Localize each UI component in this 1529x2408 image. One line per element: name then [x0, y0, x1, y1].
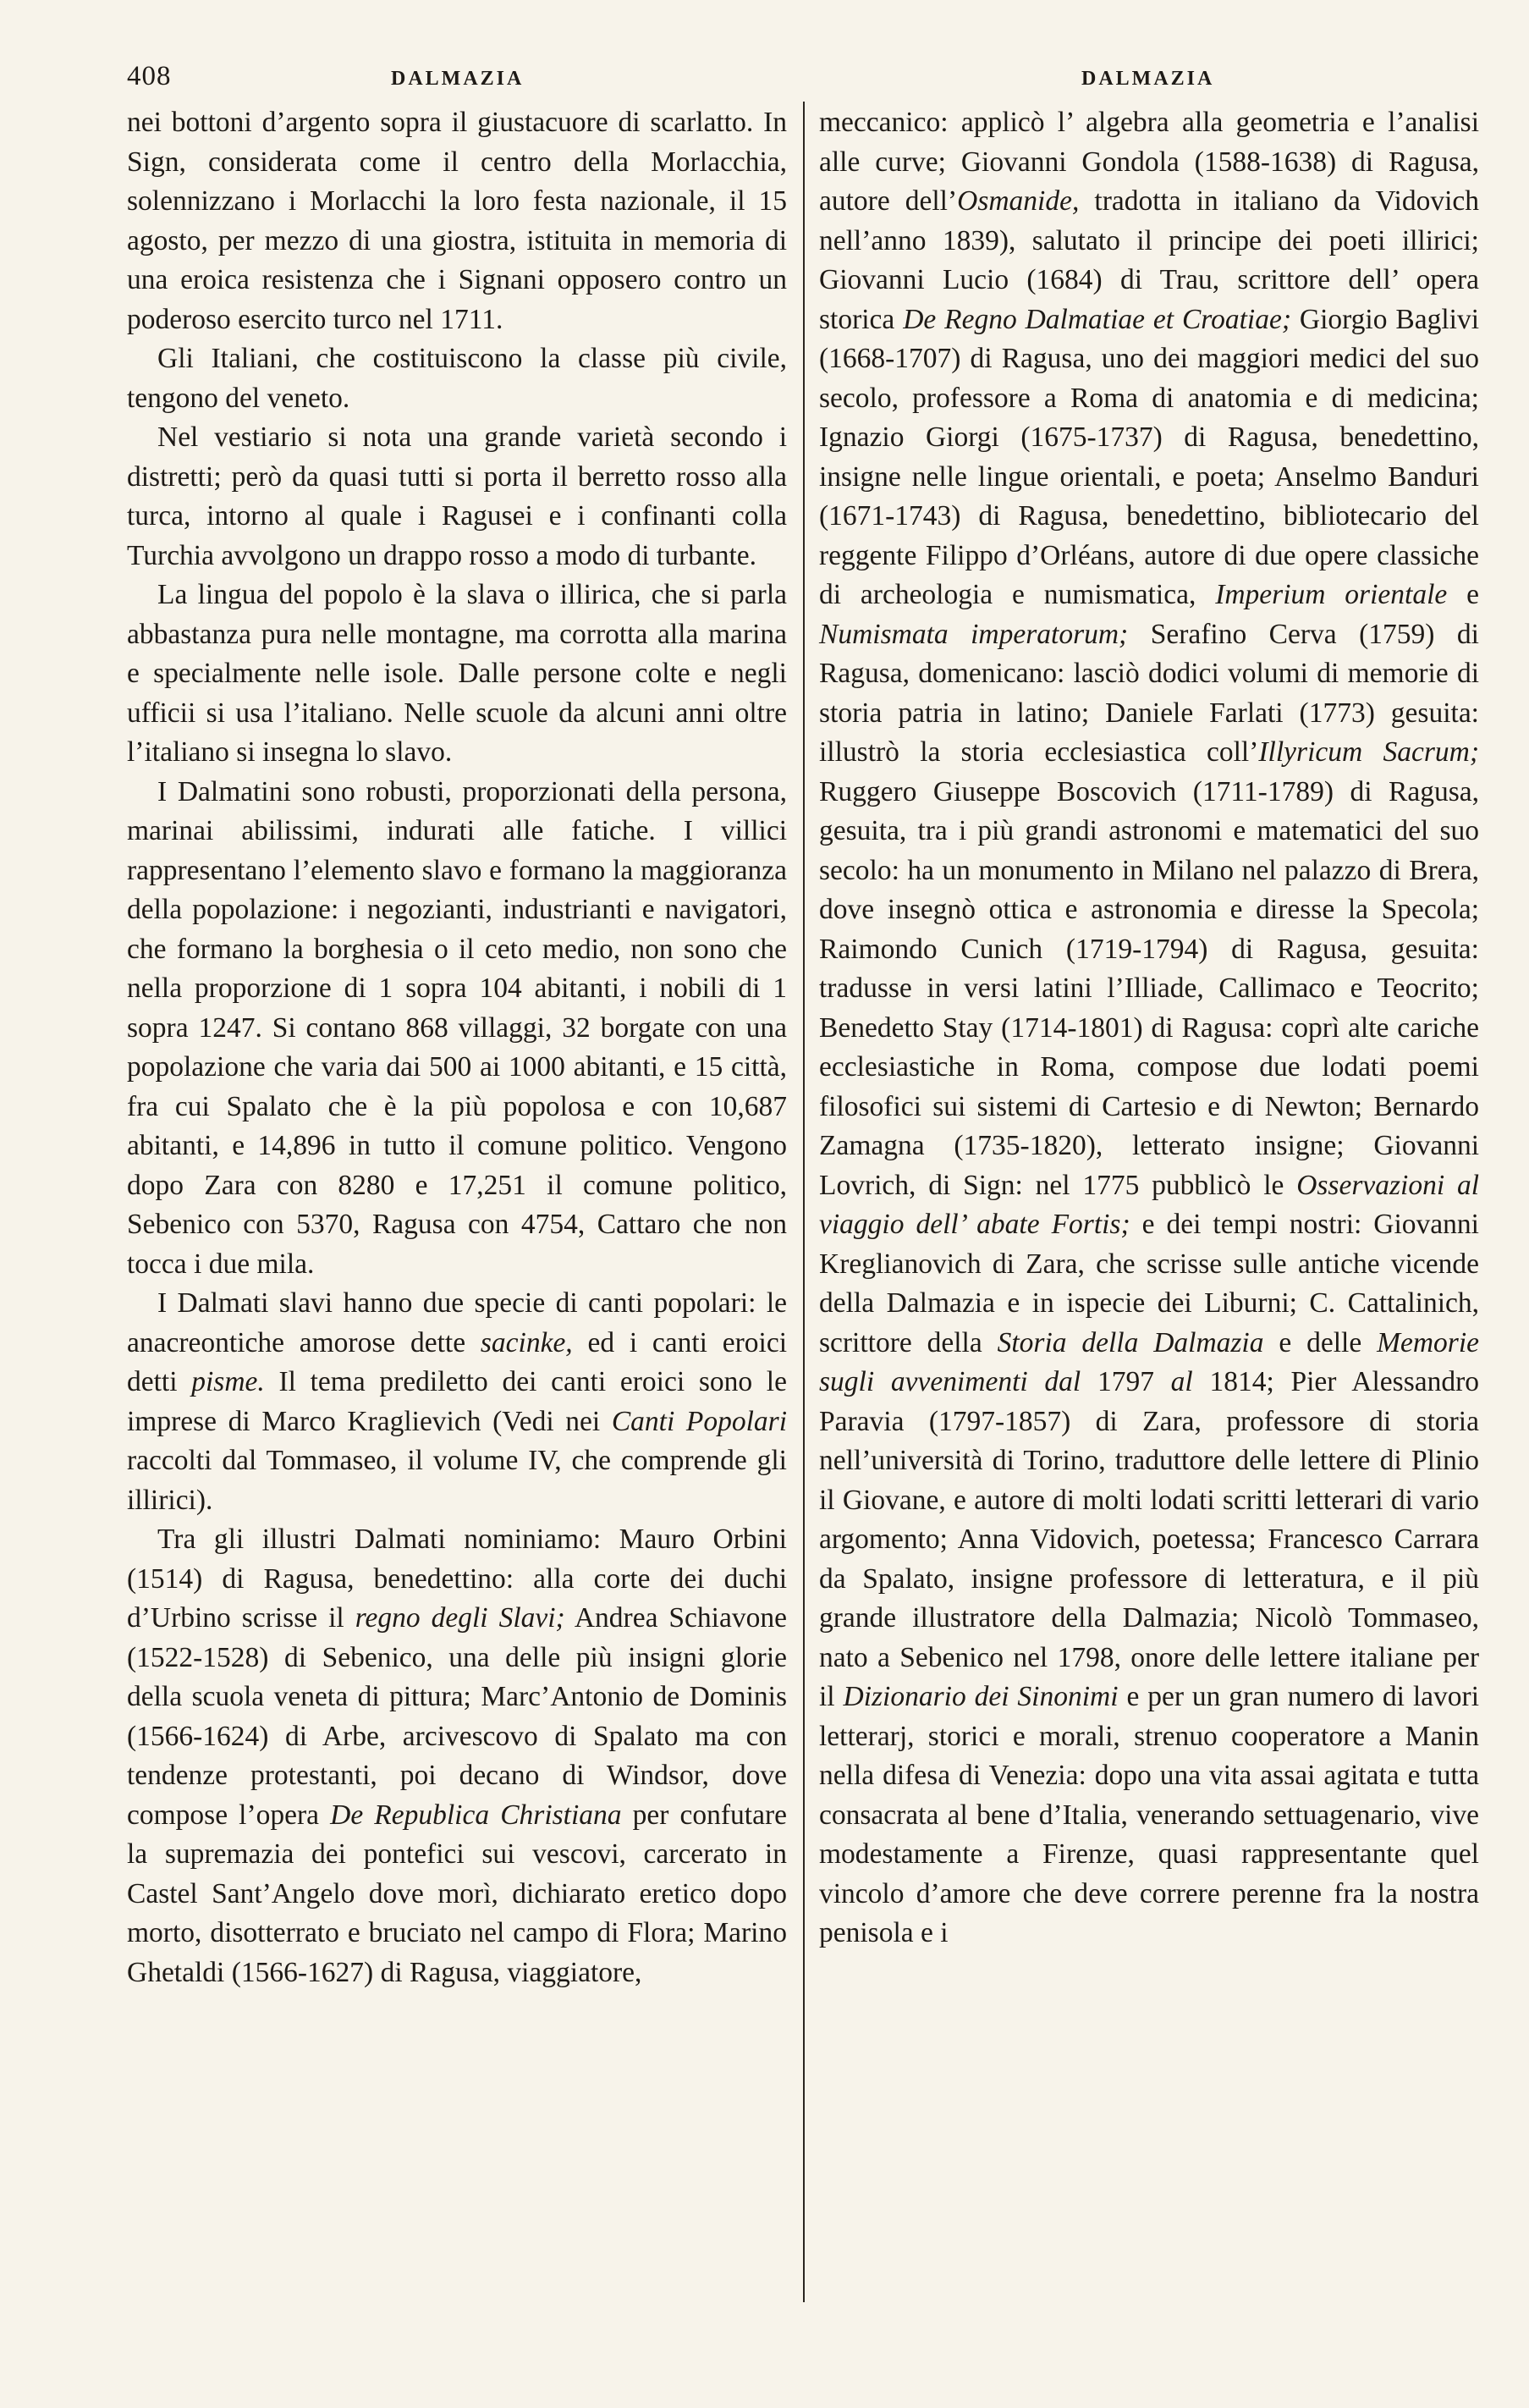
- paragraph: [819, 103, 1479, 1953]
- italic-title: al: [1170, 1366, 1193, 1397]
- italic-title: Dizionario dei Sinonimi: [843, 1681, 1119, 1712]
- italic-title: De Regno Dalmatiae et Croatiae;: [903, 303, 1291, 335]
- text-run: e: [1447, 579, 1479, 610]
- italic-title: Osservazioni al viaggio dell’ abate Fortis;: [819, 1169, 1480, 1240]
- text-run: per confutare la supremazia dei pontefici sui vescovi, carcerato in Castel Sant’Angelo dove morì, dichiarato eretico dopo morto, disotterrato e bruciato nel campo di Flora; Marino Ghetaldi (1566-1627) di Ragusa, viaggiatore,: [127, 1799, 787, 1988]
- italic-title: Memorie sugli avvenimenti dal: [819, 1326, 1479, 1397]
- text-run: 1797: [1081, 1366, 1171, 1397]
- text-run: Andrea Schiavone (1522-1528) di Sebenico, una delle più insigni glorie della scuola veneta di pittura; Marc’Antonio de Dominis (1566-1624) di Arbe, arcivescovo di Spalato ma con tendenze protestanti, poi decano di Windsor, dove compose l’opera: [127, 1602, 787, 1831]
- paragraph: [127, 773, 787, 1285]
- text-run: raccolti dal Tommaseo, il volume IV, che comprende gli illirici).: [127, 1445, 787, 1516]
- text-run: e dei tempi nostri: Giovanni Kreglianovich di Zara, che scrisse sulle antiche vicende della Dalmazia e in ispecie dei Liburni; C. Cattalinich, scrittore della: [819, 1209, 1479, 1358]
- text-run: Tra gli illustri Dalmati nominiamo: Mauro Orbini (1514) di Ragusa, benedettino: alla corte dei duchi d’Urbino scrisse il: [127, 1524, 787, 1634]
- italic-title: sacinke,: [480, 1326, 573, 1358]
- paragraph: [127, 339, 787, 418]
- running-head-right: DALMAZIA: [1081, 68, 1215, 90]
- text-run: Serafino Cerva (1759) di Ragusa, domenicano: lasciò dodici volumi di memorie di storia patria in latino; Daniele Farlati (1773) gesuita: illustrò la storia ecclesiastica coll’: [819, 618, 1479, 768]
- text-run: nei bottoni d’argento sopra il giustacuore di scarlatto. In Sign, considerata come il centro della Morlacchia, solennizzano i Morlacchi la loro festa nazionale, il 15 agosto, per mezzo di una giostra, istituita in memoria di una eroica resistenza che i Signani opposero contro un poderoso esercito turco nel 1711.: [127, 107, 787, 335]
- right-page-header: [819, 61, 1479, 103]
- italic-title: De Republica Christiana: [330, 1799, 622, 1831]
- text-run: 1814; Pier Alessandro Paravia (1797-1857) di Zara, professore di storia nell’università di Torino, traduttore delle lettere di Plinio il Giovane, e autore di molti lodati scritti letterari di vario argomento; Anna Vidovich, poetessa; Francesco Carrara da Spalato, insigne professore di letteratura, e il più grande illustratore della Dalmazia; Nicolò Tommaseo, nato a Sebenico nel 1798, onore delle lettere italiane per il: [819, 1366, 1480, 1712]
- text-run: Giorgio Baglivi (1668-1707) di Ragusa, uno dei maggiori medici del suo secolo, professore a Roma di anatomia e di medicina; Ignazio Giorgi (1675-1737) di Ragusa, benedettino, insigne nelle lingue orientali, e poeta; Anselmo Banduri (1671-1743) di Ragusa, benedettino, bibliotecario del reggente Filippo d’Orléans, autore di due opere classiche di archeologia e numismatica,: [819, 303, 1480, 610]
- italic-title: Canti Popolari: [611, 1405, 787, 1437]
- text-run: I Dalmati slavi hanno due specie di canti popolari: le anacreontiche amorose dette: [127, 1287, 787, 1358]
- text-run: I Dalmatini sono robusti, proporzionati della persona, marinai abilissimi, indurati alle fatiche. I villici rappresentano l’elemento slavo e formano la maggioranza della popolazione: i negozianti, industrianti e navigatori, che formano la borghesia o il ceto medio, non sono che nella proporzione di 1 sopra 104 abitanti, i nobili di 1 sopra 1247. Si contano 868 villaggi, 32 borgate con una popolazione che varia dai 500 ai 1000 abitanti, e 15 città, fra cui Spalato che è la più popolosa e con 10,687 abitanti, e 14,896 in tutto il comune politico. Vengono dopo Zara con 8280 e 17,251 il comune politico, Sebenico con 5370, Ragusa con 4754, Cattaro che non tocca i due mila.: [127, 775, 787, 1280]
- text-run: e delle: [1263, 1326, 1378, 1358]
- paragraph: [127, 418, 787, 576]
- left-column-text: [127, 103, 787, 1992]
- text-run: La lingua del popolo è la slava o illirica, che si parla abbastanza pura nelle montagne, ma corrotta alla marina e specialmente nelle isole. Dalle persone colte e negli ufficii si usa l’italiano. Nelle scuole da alcuni anni oltre l’italiano si insegna lo slavo.: [127, 579, 787, 768]
- book-page: [127, 61, 1480, 2380]
- text-run: ed i canti eroici detti: [127, 1326, 788, 1397]
- right-column: [819, 61, 1479, 1953]
- italic-title: regno degli Slavi;: [355, 1602, 565, 1634]
- text-run: Nel vestiario si nota una grande varietà secondo i distretti; però da quasi tutti si porta il berretto rosso alla turca, intorno al quale i Ragusei e i confinanti colla Turchia avvolgono un drappo rosso a modo di turbante.: [127, 422, 787, 571]
- page-number: 408: [127, 61, 172, 91]
- text-run: Il tema prediletto dei canti eroici sono le imprese di Marco Kraglievich (Vedi nei: [127, 1366, 787, 1437]
- italic-title: Storia della Dalmazia: [997, 1326, 1264, 1358]
- italic-title: Imperium orientale: [1215, 579, 1448, 610]
- text-run: e per un gran numero di lavori letterarj, storici e morali, strenuo cooperatore a Manin nella difesa di Venezia: dopo una vita assai agitata e tutta consacrata al bene d’Italia, venerando settuagenario, vive modestamente a Firenze, quasi rappresentante quel vincolo d’amore che deve correre perenne fra la nostra penisola e i: [819, 1681, 1480, 1948]
- left-column: [127, 61, 787, 1992]
- right-column-text: [819, 103, 1479, 1953]
- italic-title: pisme.: [191, 1366, 265, 1397]
- text-run: Gli Italiani, che costituiscono la classe più civile, tengono del veneto.: [127, 343, 787, 414]
- italic-title: Osmanide,: [957, 185, 1080, 217]
- italic-title: Illyricum Sacrum;: [1258, 736, 1479, 768]
- text-run: meccanico: applicò l’ algebra alla geometria e l’analisi alle curve; Giovanni Gondola (1588-1638) di Ragusa, autore dell’: [819, 107, 1479, 217]
- column-divider: [803, 102, 805, 2302]
- paragraph: [127, 1520, 787, 1992]
- text-run: tradotta in italiano da Vidovich nell’anno 1839), salutato il principe dei poeti illirici; Giovanni Lucio (1684) di Trau, scrittore dell’ opera storica: [819, 185, 1479, 335]
- paragraph: [127, 576, 787, 773]
- paragraph: [127, 1284, 787, 1520]
- running-head-left: DALMAZIA: [391, 68, 525, 90]
- left-page-header: [127, 61, 787, 103]
- paragraph: [127, 103, 787, 339]
- italic-title: Numismata imperatorum;: [819, 618, 1129, 650]
- text-run: Ruggero Giuseppe Boscovich (1711-1789) di Ragusa, gesuita, tra i più grandi astronomi e matematici del suo secolo: ha un monumento in Milano nel palazzo di Brera, dove insegnò ottica e astronomia e diresse la Specola; Raimondo Cunich (1719-1794) di Ragusa, gesuita: tradusse in versi latini l’Illiade, Callimaco e Teocrito; Benedetto Stay (1714-1801) di Ragusa: coprì alte cariche ecclesiastiche in Roma, compose due lodati poemi filosofici sui sistemi di Cartesio e di Newton; Bernardo Zamagna (1735-1820), letterato insigne; Giovanni Lovrich, di Sign: nel 1775 pubblicò le: [819, 775, 1479, 1201]
